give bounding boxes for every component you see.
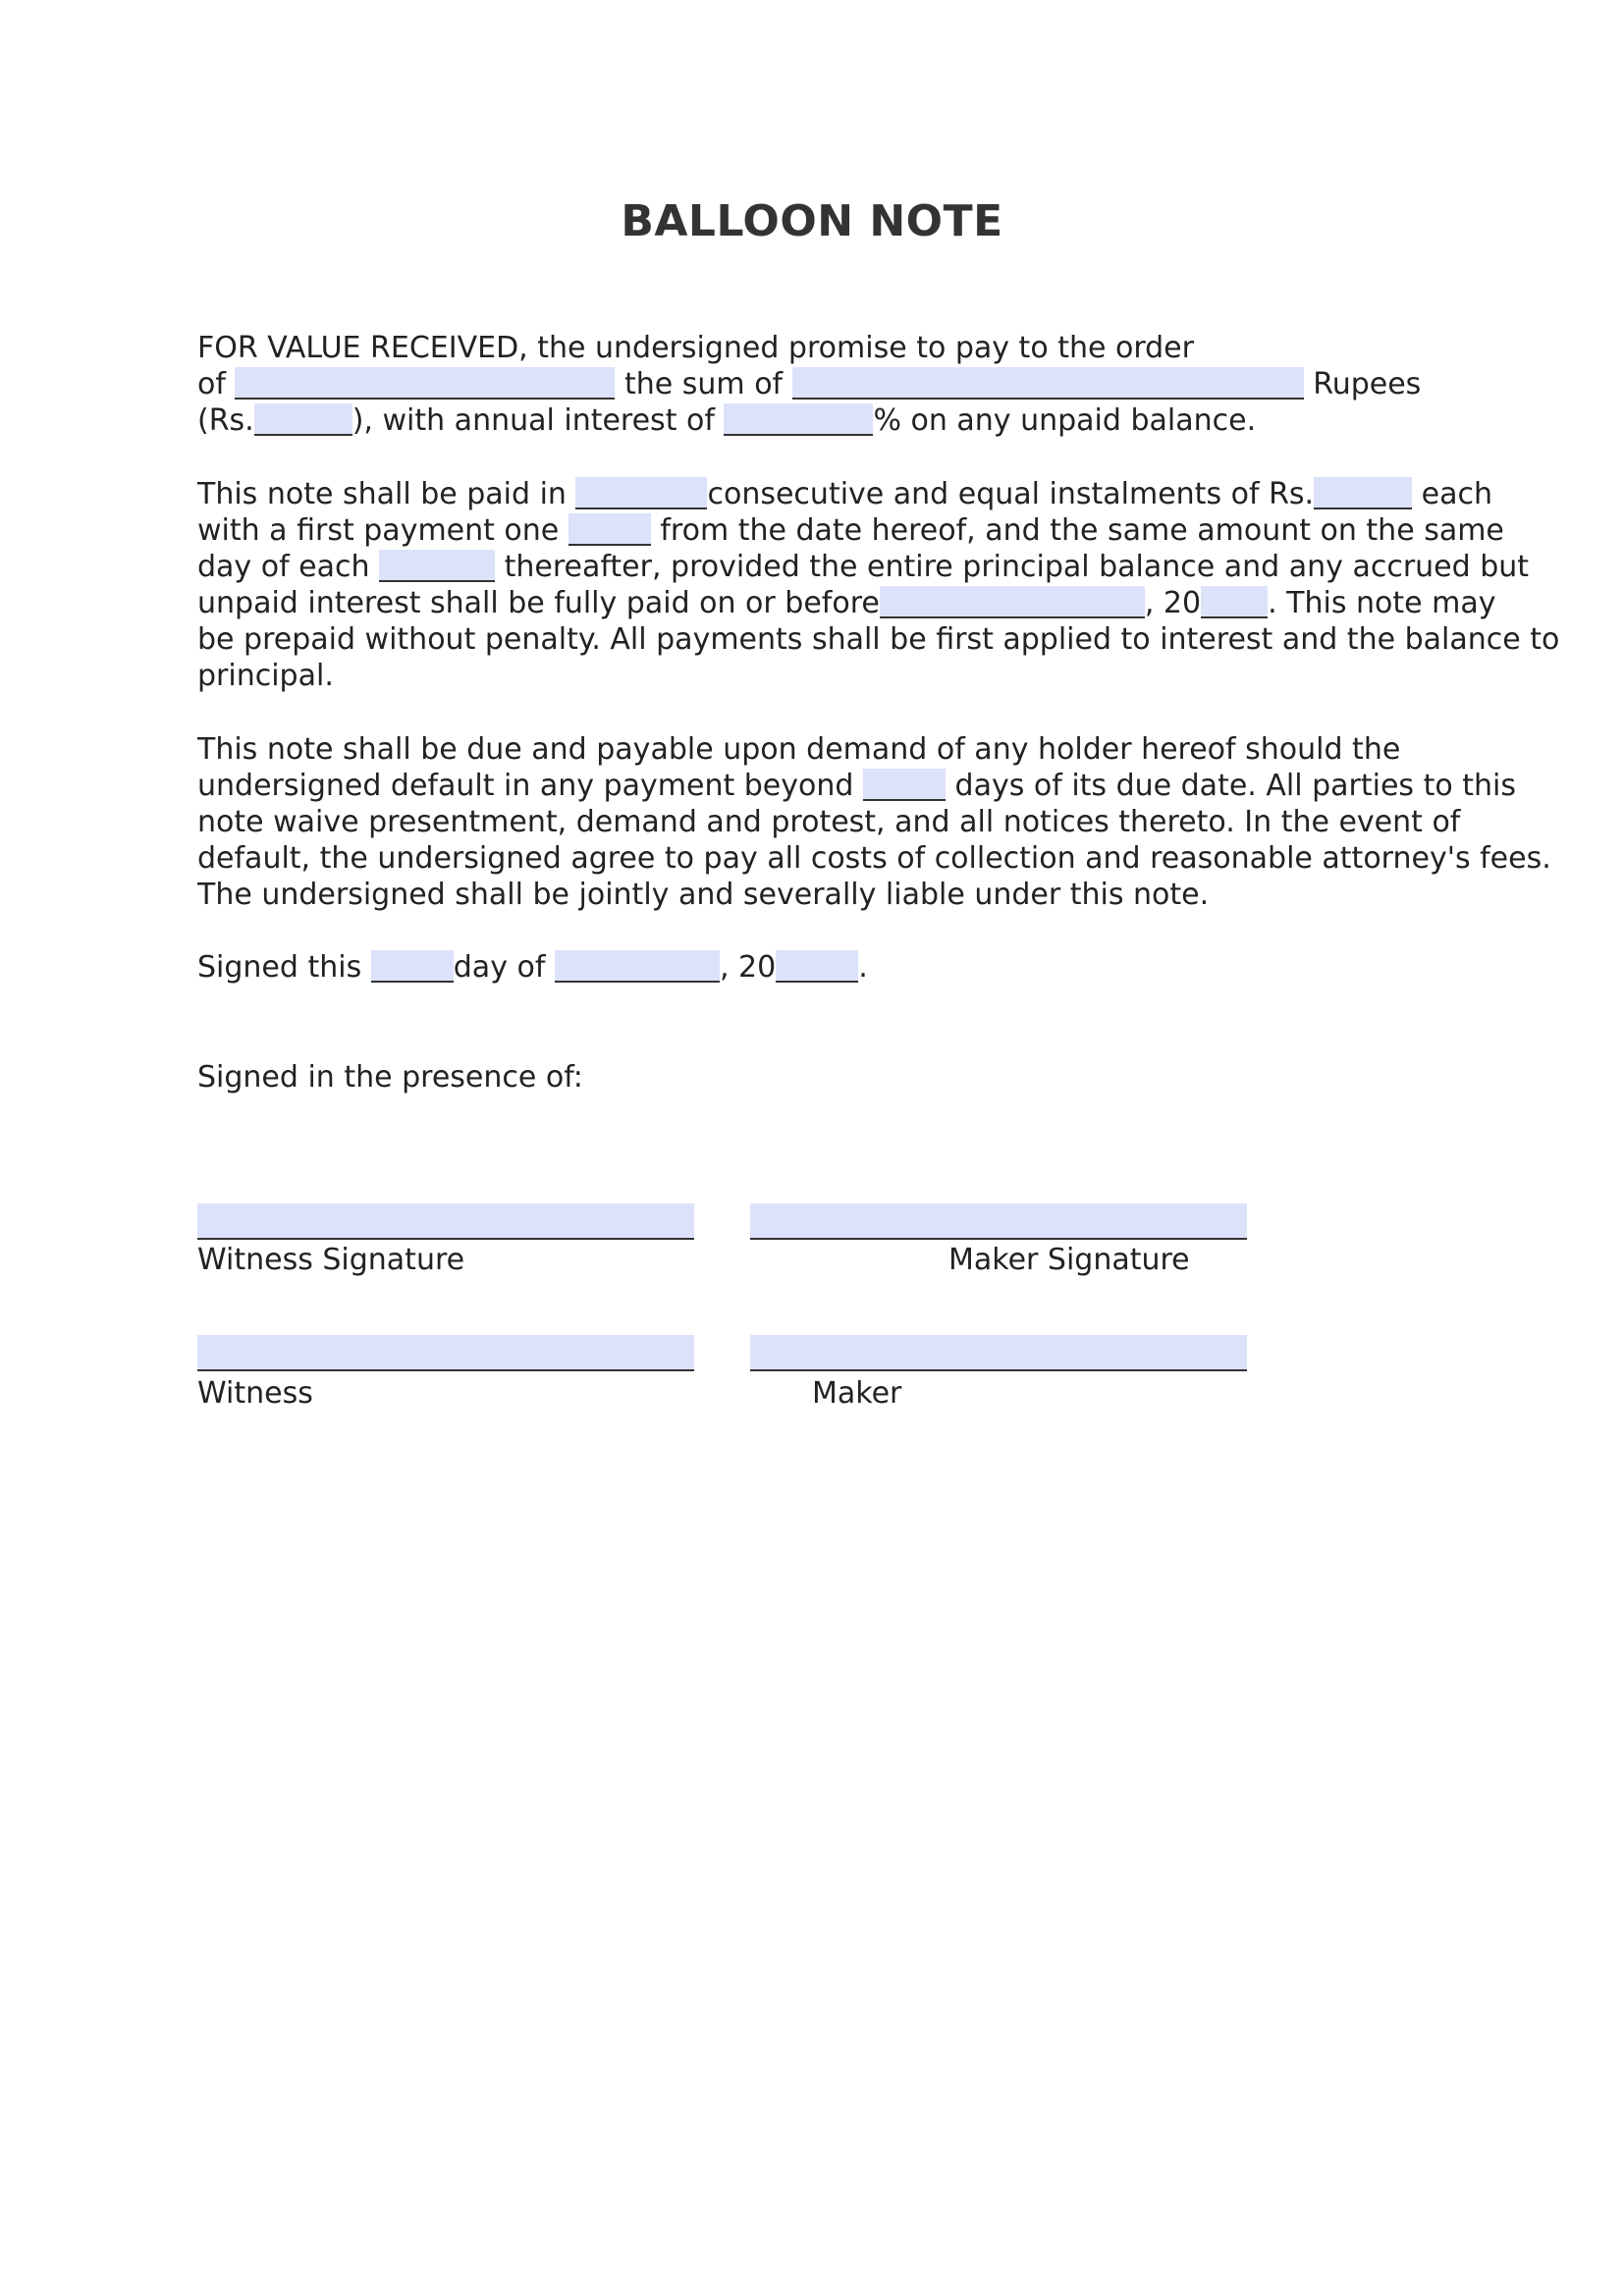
payee-name-field[interactable]	[235, 367, 615, 400]
maturity-date-field[interactable]	[880, 586, 1145, 618]
p3-line2	[197, 768, 1516, 804]
p2-line1-a: This note shall be paid in	[197, 477, 567, 511]
p1-line2-c: Rupees	[1313, 367, 1422, 401]
p2-line2-a: with a first payment one	[197, 513, 560, 548]
interest-rate-field[interactable]	[724, 403, 873, 436]
p1-line2	[197, 366, 1421, 402]
p1-line2-a: of	[197, 367, 226, 401]
p1-line3-b: ), with annual interest of	[352, 403, 715, 438]
maker-name-field[interactable]	[750, 1335, 1247, 1371]
signed-this-text: Signed this	[197, 950, 362, 985]
p2-line2-b: from the date hereof, and the same amount on the same	[660, 513, 1504, 548]
p2-line1-b: consecutive and equal instalments of Rs.	[707, 477, 1315, 511]
p2-line4-a: unpaid interest shall be fully paid on or before	[197, 586, 880, 620]
p2-line5	[197, 621, 1559, 658]
p2-line3-a: day of each	[197, 550, 370, 584]
p2-line6-text: principal.	[197, 659, 334, 693]
maturity-year-field[interactable]	[1201, 586, 1268, 618]
p1-line3	[197, 402, 1256, 439]
p2-line1-c: each	[1421, 477, 1492, 511]
first-payment-period-field[interactable]	[568, 513, 651, 546]
signed-day-field[interactable]	[371, 950, 454, 983]
default-days-field[interactable]	[863, 769, 946, 801]
witness-signature-label: Witness Signature	[197, 1243, 465, 1277]
instalment-amount-field[interactable]	[1314, 477, 1412, 509]
p2-line3-b: thereafter, provided the entire principal balance and any accrued but	[504, 550, 1530, 584]
p2-line3	[197, 549, 1529, 585]
witness-name-field[interactable]	[197, 1335, 694, 1371]
signed-day-of-text: day of	[453, 950, 546, 985]
p3-line3-text: note waive presentment, demand and protest, and all notices thereto. In the event of	[197, 805, 1461, 839]
witness-signature-field[interactable]	[197, 1203, 694, 1240]
p3-line4-text: default, the undersigned agree to pay all costs of collection and reasonable attorney's fees.	[197, 841, 1551, 876]
p3-line5-text: The undersigned shall be jointly and severally liable under this note.	[197, 878, 1210, 912]
signed-year-field[interactable]	[776, 950, 858, 983]
document-title: BALLOON NOTE	[621, 196, 1003, 246]
sum-words-field[interactable]	[792, 367, 1304, 400]
maker-signature-field[interactable]	[750, 1203, 1247, 1240]
p3-line3	[197, 804, 1460, 840]
p3-line2-b: days of its due date. All parties to this	[954, 769, 1516, 803]
p1-line1	[197, 330, 1194, 366]
signed-month-field[interactable]	[555, 950, 720, 983]
p2-line1	[197, 476, 1492, 512]
p3-line2-a: undersigned default in any payment beyond	[197, 769, 854, 803]
p2-line4	[197, 585, 1495, 621]
signed-line	[197, 949, 868, 986]
p3-line1-text: This note shall be due and payable upon demand of any holder hereof should the	[197, 732, 1401, 767]
sum-amount-field[interactable]	[254, 403, 352, 436]
p1-line3-a: (Rs.	[197, 403, 254, 438]
p2-line4-b: , 20	[1144, 586, 1202, 620]
p1-line3-c: % on any unpaid balance.	[873, 403, 1257, 438]
instalment-count-field[interactable]	[575, 477, 707, 509]
p3-line5	[197, 877, 1209, 913]
payment-period-field[interactable]	[379, 550, 495, 582]
maker-signature-label: Maker Signature	[948, 1243, 1190, 1277]
p1-line2-b: the sum of	[624, 367, 784, 401]
presence-line	[197, 1059, 583, 1095]
signed-year-prefix: , 20	[719, 950, 777, 985]
p2-line5-text: be prepaid without penalty. All payments shall be first applied to interest and the balance to	[197, 622, 1560, 657]
p1-line1-text: FOR VALUE RECEIVED, the undersigned promise to pay to the order	[197, 331, 1194, 365]
p3-line4	[197, 840, 1551, 877]
maker-label: Maker	[812, 1376, 902, 1411]
presence-text: Signed in the presence of:	[197, 1060, 583, 1095]
signed-period: .	[858, 950, 868, 985]
p2-line4-c: . This note may	[1268, 586, 1496, 620]
p3-line1	[197, 731, 1400, 768]
witness-label: Witness	[197, 1376, 313, 1411]
p2-line2	[197, 512, 1504, 549]
p2-line6	[197, 658, 334, 694]
